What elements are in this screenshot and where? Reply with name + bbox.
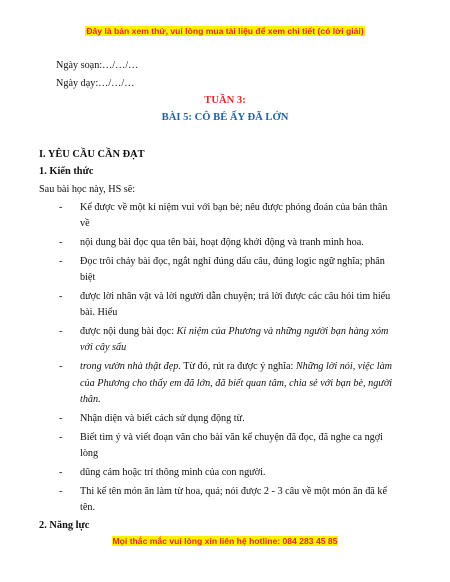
section-heading-requirements: I. YÊU CẦU CẦN ĐẠT (39, 149, 145, 160)
bullet-text-continued: với cây sấu (80, 342, 127, 353)
bullet-text: Nhận diện và biết cách sử dụng động từ. (80, 413, 245, 424)
top-banner-text: Đây là bản xem thử, vui lòng mua tài liệu để xem chi tiết (có lời giải) (86, 26, 364, 36)
bullet-text-plain: Từ đó, rút ra được ý nghĩa: (180, 361, 296, 372)
top-banner (0, 26, 450, 36)
bullet-text: nội dung bài đọc qua tên bài, hoạt động khởi động và tranh minh hoa. (80, 237, 364, 248)
bullet-text (80, 325, 388, 338)
bullet-text (80, 360, 392, 373)
bullet-dash: - (59, 413, 63, 424)
subsection-heading-competence: 2. Năng lực (39, 520, 90, 531)
bullet-text-continued: của Phương cho thấy em đã lớn, đã biết quan tâm, chia sẻ với bạn bè, người (80, 378, 393, 389)
bullet-dash: - (59, 326, 63, 337)
bullet-dash: - (59, 467, 63, 478)
bullet-dash: - (59, 237, 63, 248)
subsection-heading-knowledge: 1. Kiến thức (39, 166, 94, 177)
bottom-banner-text: Mọi thắc mắc vui lòng xin liên hệ hotline: 084 283 45 85 (112, 536, 338, 546)
bullet-text-continued: tên. (80, 502, 95, 513)
bullet-text: Kể được về một kỉ niệm vui với bạn bè; nêu được phỏng đoán của bản thân (80, 202, 388, 213)
bullet-text: Thi kể tên món ăn làm từ hoa, quả; nói được 2 - 3 câu về một món ăn đã kể (80, 486, 387, 497)
bullet-text-plain: được nội dung bài đọc: (80, 326, 177, 337)
week-title: TUẦN 3: (204, 95, 246, 106)
intro-text: Sau bài học này, HS sẽ: (39, 184, 136, 195)
bullet-text-italic: Kỉ niệm của Phương và những người bạn hàng xóm (176, 326, 389, 337)
bullet-text: được lời nhân vật và lời người dẫn chuyện; trả lời được các câu hỏi tìm hiểu (80, 291, 391, 302)
bullet-text-continued: lòng (80, 448, 99, 459)
prep-date: Ngày soạn:…/…/… (56, 60, 139, 71)
bullet-text-continued: về (80, 218, 90, 229)
bottom-banner (0, 536, 450, 546)
bullet-text: Đọc trôi chảy bài đọc, ngắt nghỉ đúng dấu câu, đúng logic ngữ nghĩa; phân (80, 256, 385, 267)
lesson-title: BÀI 5: CÔ BÉ ẤY ĐÃ LỚN (161, 112, 289, 123)
bullet-text: Biết tìm ý và viết đoạn văn cho bài văn kể chuyện đã đọc, đã nghe ca ngợi (80, 432, 383, 443)
bullet-text-italic: trong vườn nhà thật đẹp. (80, 361, 181, 372)
bullet-dash: - (59, 256, 63, 267)
bullet-text-continued: thân. (80, 394, 101, 405)
bullet-text-continued: bài. Hiểu (80, 307, 118, 318)
bullet-text-continued: biệt (80, 272, 96, 283)
bullet-dash: - (59, 432, 63, 443)
bullet-text: dũng cảm hoặc trí thông minh của con người. (80, 467, 266, 478)
bullet-dash: - (59, 361, 63, 372)
teach-date: Ngày dạy:…/…/… (56, 78, 135, 89)
bullet-dash: - (59, 202, 63, 213)
bullet-dash: - (59, 291, 63, 302)
bullet-dash: - (59, 486, 63, 497)
bullet-text-italic: Những lời nói, việc làm (295, 361, 393, 372)
